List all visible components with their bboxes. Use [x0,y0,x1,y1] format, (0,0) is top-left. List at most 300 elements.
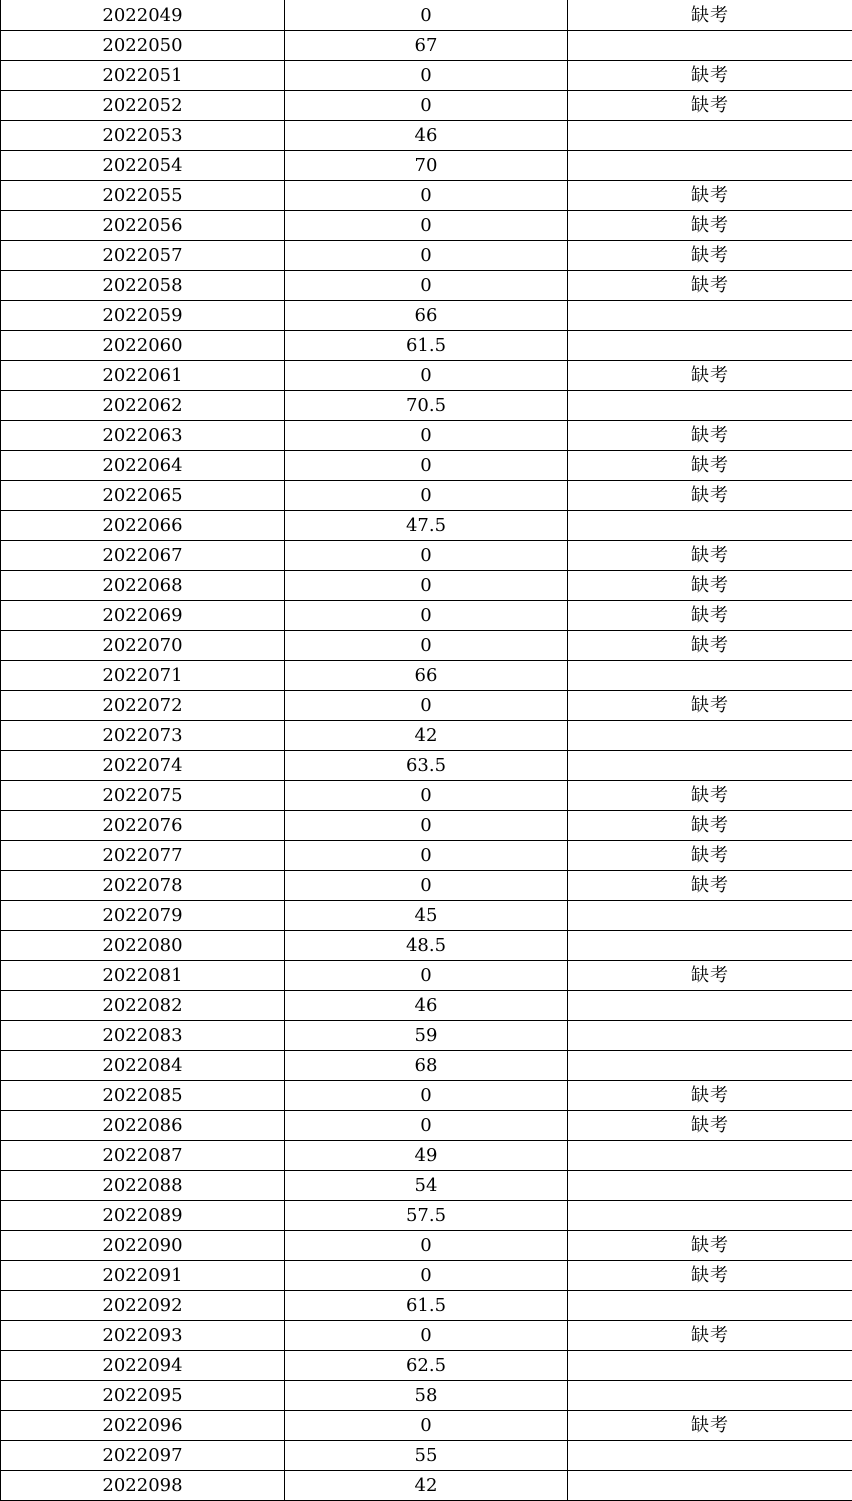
remark-cell [568,180,852,210]
candidate-id-cell-text: 2022093 [102,1325,183,1346]
table-row [1,270,852,300]
score-cell-text: 66 [414,665,438,686]
score-cell-text: 0 [420,605,432,626]
candidate-id-cell-text: 2022053 [102,125,183,146]
score-cell-text: 59 [414,1025,438,1046]
candidate-id-cell [1,150,285,180]
score-cell-text: 46 [414,995,438,1016]
score-cell-text: 0 [420,1265,432,1286]
candidate-id-cell-text: 2022081 [102,965,183,986]
candidate-id-cell-text: 2022086 [102,1115,183,1136]
score-cell-text: 0 [420,4,432,26]
score-cell [285,180,568,210]
score-cell [285,300,568,330]
score-cell [285,240,568,270]
table-row [1,120,852,150]
candidate-id-cell [1,1380,285,1410]
remark-cell [568,210,852,240]
score-cell-text: 0 [420,1115,432,1136]
score-cell-text: 62.5 [405,1355,447,1376]
score-cell [285,480,568,510]
table-row [1,750,852,780]
remark-cell [568,1350,852,1380]
score-cell [285,690,568,720]
table-row [1,930,852,960]
score-cell [285,870,568,900]
score-cell [285,1080,568,1110]
candidate-id-cell [1,720,285,750]
candidate-id-cell-text: 2022072 [102,695,183,716]
candidate-id-cell-text: 2022052 [102,95,183,116]
remark-cell [568,1470,852,1500]
score-cell [285,1230,568,1260]
score-cell-text: 0 [420,1085,432,1106]
remark-cell [568,780,852,810]
score-cell [285,930,568,960]
candidate-id-cell [1,1140,285,1170]
table-row [1,360,852,390]
candidate-id-cell [1,870,285,900]
remark-cell-text: 缺考 [691,785,729,806]
candidate-id-cell [1,240,285,270]
score-cell [285,960,568,990]
table-row [1,1350,852,1380]
score-cell [285,1410,568,1440]
candidate-id-cell [1,900,285,930]
score-cell-text: 70.5 [405,395,447,416]
candidate-id-cell-text: 2022089 [102,1205,183,1226]
score-cell [285,420,568,450]
candidate-id-cell-text: 2022065 [102,485,183,506]
score-cell-text: 0 [420,275,432,296]
candidate-id-cell-text: 2022056 [102,215,183,236]
table-row [1,1080,852,1110]
candidate-id-cell [1,60,285,90]
score-cell [285,120,568,150]
remark-cell-text: 缺考 [691,815,729,836]
table-row [1,1320,852,1350]
candidate-id-cell-text: 2022071 [102,665,183,686]
score-cell-text: 45 [414,905,438,926]
table-row [1,1470,852,1500]
remark-cell [568,450,852,480]
table-row [1,720,852,750]
table-row [1,0,852,30]
score-cell-text: 0 [420,785,432,806]
table-row [1,390,852,420]
remark-cell [568,810,852,840]
remark-cell-text: 缺考 [691,65,729,86]
score-cell-text: 68 [414,1055,438,1076]
table-row [1,780,852,810]
score-cell-text: 0 [420,635,432,656]
score-cell [285,450,568,480]
table-row [1,840,852,870]
remark-cell-text: 缺考 [691,4,729,26]
remark-cell-text: 缺考 [691,365,729,386]
candidate-id-cell-text: 2022049 [102,4,183,26]
remark-cell-text: 缺考 [691,485,729,506]
table-row [1,810,852,840]
table-row [1,1140,852,1170]
remark-cell [568,1440,852,1470]
table-row [1,870,852,900]
candidate-id-cell-text: 2022091 [102,1265,183,1286]
candidate-id-cell [1,960,285,990]
remark-cell [568,630,852,660]
candidate-id-cell-text: 2022069 [102,605,183,626]
remark-cell [568,510,852,540]
candidate-id-cell [1,330,285,360]
table-row [1,1230,852,1260]
score-cell-text: 0 [420,485,432,506]
remark-cell [568,240,852,270]
score-cell-text: 58 [414,1385,438,1406]
table-row [1,1050,852,1080]
candidate-id-cell [1,90,285,120]
table-row [1,690,852,720]
candidate-id-cell-text: 2022079 [102,905,183,926]
score-cell [285,1380,568,1410]
score-cell-text: 0 [420,545,432,566]
remark-cell-text: 缺考 [691,695,729,716]
candidate-id-cell [1,420,285,450]
table-row [1,1290,852,1320]
candidate-id-cell [1,1050,285,1080]
remark-cell [568,720,852,750]
candidate-id-cell-text: 2022098 [102,1475,183,1496]
candidate-id-cell [1,690,285,720]
remark-cell [568,1380,852,1410]
table-row [1,630,852,660]
remark-cell [568,30,852,60]
table-row [1,1440,852,1470]
score-cell [285,270,568,300]
remark-cell-text: 缺考 [691,425,729,446]
candidate-id-cell [1,450,285,480]
candidate-id-cell [1,660,285,690]
table-row [1,420,852,450]
candidate-id-cell-text: 2022059 [102,305,183,326]
table-row [1,900,852,930]
candidate-id-cell-text: 2022050 [102,35,183,56]
candidate-id-cell-text: 2022063 [102,425,183,446]
candidate-id-cell [1,840,285,870]
candidate-id-cell-text: 2022067 [102,545,183,566]
remark-cell [568,570,852,600]
candidate-id-cell-text: 2022096 [102,1415,183,1436]
candidate-id-cell-text: 2022088 [102,1175,183,1196]
remark-cell [568,690,852,720]
candidate-id-cell-text: 2022083 [102,1025,183,1046]
score-cell-text: 0 [420,575,432,596]
candidate-id-cell-text: 2022090 [102,1235,183,1256]
candidate-id-cell-text: 2022084 [102,1055,183,1076]
remark-cell-text: 缺考 [691,1325,729,1346]
remark-cell [568,930,852,960]
remark-cell [568,1230,852,1260]
table-row [1,480,852,510]
remark-cell-text: 缺考 [691,845,729,866]
score-cell-text: 0 [420,95,432,116]
table-row [1,1380,852,1410]
remark-cell [568,0,852,30]
table-row [1,1170,852,1200]
candidate-id-cell-text: 2022085 [102,1085,183,1106]
remark-cell [568,300,852,330]
table-row [1,1110,852,1140]
candidate-id-cell [1,630,285,660]
score-cell [285,750,568,780]
score-cell [285,1170,568,1200]
remark-cell-text: 缺考 [691,635,729,656]
table-row [1,210,852,240]
remark-cell [568,540,852,570]
candidate-id-cell [1,1290,285,1320]
candidate-id-cell-text: 2022074 [102,755,183,776]
remark-cell-text: 缺考 [691,1085,729,1106]
score-cell-text: 0 [420,245,432,266]
candidate-id-cell-text: 2022097 [102,1445,183,1466]
candidate-id-cell-text: 2022060 [102,335,183,356]
score-cell [285,60,568,90]
remark-cell [568,1140,852,1170]
remark-cell [568,1020,852,1050]
score-cell-text: 54 [414,1175,438,1196]
score-cell [285,630,568,660]
remark-cell [568,1170,852,1200]
score-cell [285,900,568,930]
score-cell [285,1290,568,1320]
remark-cell [568,120,852,150]
candidate-id-cell-text: 2022075 [102,785,183,806]
score-cell-text: 0 [420,845,432,866]
score-cell-text: 61.5 [405,335,447,356]
remark-cell [568,1200,852,1230]
score-cell [285,390,568,420]
score-cell-text: 67 [414,35,438,56]
score-cell [285,1200,568,1230]
table-row [1,1200,852,1230]
table-row [1,990,852,1020]
score-cell-text: 0 [420,1235,432,1256]
candidate-id-cell [1,1020,285,1050]
score-cell [285,990,568,1020]
score-cell-text: 46 [414,125,438,146]
candidate-id-cell-text: 2022068 [102,575,183,596]
table-row [1,450,852,480]
score-cell [285,150,568,180]
candidate-id-cell [1,510,285,540]
remark-cell [568,270,852,300]
remark-cell [568,750,852,780]
candidate-id-cell-text: 2022078 [102,875,183,896]
candidate-id-cell [1,480,285,510]
candidate-id-cell [1,1350,285,1380]
score-cell-text: 0 [420,1325,432,1346]
candidate-id-cell-text: 2022087 [102,1145,183,1166]
score-cell-text: 0 [420,815,432,836]
remark-cell-text: 缺考 [691,965,729,986]
remark-cell-text: 缺考 [691,95,729,116]
score-cell-text: 70 [414,155,438,176]
score-cell [285,360,568,390]
score-cell [285,0,568,30]
score-cell [285,1320,568,1350]
score-cell [285,540,568,570]
candidate-id-cell-text: 2022058 [102,275,183,296]
table-row [1,660,852,690]
remark-cell-text: 缺考 [691,185,729,206]
candidate-id-cell [1,1230,285,1260]
table-row [1,960,852,990]
remark-cell-text: 缺考 [691,575,729,596]
remark-cell [568,390,852,420]
score-cell [285,1110,568,1140]
score-cell-text: 48.5 [405,935,447,956]
candidate-id-cell [1,780,285,810]
remark-cell-text: 缺考 [691,215,729,236]
score-cell [285,30,568,60]
candidate-id-cell [1,540,285,570]
candidate-id-cell [1,930,285,960]
remark-cell [568,360,852,390]
table-row [1,1260,852,1290]
table-row [1,90,852,120]
candidate-id-cell-text: 2022073 [102,725,183,746]
table-row [1,180,852,210]
candidate-id-cell [1,120,285,150]
score-cell-text: 55 [414,1445,438,1466]
remark-cell-text: 缺考 [691,1265,729,1286]
table-row [1,600,852,630]
remark-cell [568,1080,852,1110]
remark-cell-text: 缺考 [691,1415,729,1436]
remark-cell [568,1110,852,1140]
candidate-id-cell-text: 2022070 [102,635,183,656]
table-row [1,330,852,360]
score-cell-text: 0 [420,215,432,236]
table-row [1,510,852,540]
score-cell [285,1050,568,1080]
score-cell-text: 0 [420,695,432,716]
candidate-id-cell [1,390,285,420]
score-cell [285,1260,568,1290]
table-row [1,60,852,90]
candidate-id-cell [1,0,285,30]
candidate-id-cell [1,1260,285,1290]
score-cell [285,840,568,870]
table-row [1,240,852,270]
score-cell-text: 47.5 [405,515,447,536]
remark-cell [568,600,852,630]
candidate-id-cell-text: 2022055 [102,185,183,206]
remark-cell [568,150,852,180]
table-row [1,540,852,570]
candidate-id-cell-text: 2022054 [102,155,183,176]
score-cell-text: 0 [420,965,432,986]
remark-cell-text: 缺考 [691,1235,729,1256]
candidate-id-cell [1,750,285,780]
candidate-id-cell [1,1170,285,1200]
score-cell [285,1140,568,1170]
remark-cell [568,900,852,930]
remark-cell-text: 缺考 [691,1115,729,1136]
candidate-id-cell [1,30,285,60]
candidate-id-cell-text: 2022057 [102,245,183,266]
score-cell-text: 0 [420,425,432,446]
score-cell [285,810,568,840]
remark-cell-text: 缺考 [691,245,729,266]
candidate-id-cell [1,1080,285,1110]
remark-cell [568,1050,852,1080]
remark-cell [568,420,852,450]
score-cell-text: 0 [420,455,432,476]
candidate-id-cell [1,270,285,300]
remark-cell [568,1260,852,1290]
score-cell [285,90,568,120]
score-cell [285,780,568,810]
score-cell-text: 0 [420,365,432,386]
remark-cell [568,90,852,120]
table-row [1,150,852,180]
candidate-id-cell-text: 2022066 [102,515,183,536]
score-cell [285,330,568,360]
remark-cell-text: 缺考 [691,605,729,626]
candidate-id-cell [1,1440,285,1470]
candidate-id-cell-text: 2022062 [102,395,183,416]
score-cell [285,1470,568,1500]
remark-cell [568,990,852,1020]
score-cell-text: 0 [420,65,432,86]
remark-cell-text: 缺考 [691,545,729,566]
table-row [1,1410,852,1440]
score-cell [285,660,568,690]
score-table-body [1,0,852,1500]
candidate-id-cell [1,210,285,240]
remark-cell [568,960,852,990]
candidate-id-cell-text: 2022082 [102,995,183,1016]
remark-cell [568,660,852,690]
candidate-id-cell-text: 2022077 [102,845,183,866]
score-cell-text: 66 [414,305,438,326]
score-cell [285,600,568,630]
candidate-id-cell [1,360,285,390]
candidate-id-cell-text: 2022076 [102,815,183,836]
candidate-id-cell-text: 2022092 [102,1295,183,1316]
score-cell-text: 0 [420,185,432,206]
remark-cell [568,1320,852,1350]
score-cell-text: 61.5 [405,1295,447,1316]
remark-cell [568,60,852,90]
remark-cell [568,840,852,870]
candidate-id-cell-text: 2022061 [102,365,183,386]
score-cell-text: 49 [414,1145,438,1166]
score-cell [285,1350,568,1380]
table-row [1,1020,852,1050]
score-cell [285,1020,568,1050]
candidate-id-cell-text: 2022094 [102,1355,183,1376]
score-cell [285,510,568,540]
candidate-id-cell-text: 2022095 [102,1385,183,1406]
candidate-id-cell [1,1200,285,1230]
score-cell [285,210,568,240]
remark-cell [568,1290,852,1320]
candidate-id-cell [1,990,285,1020]
table-row [1,30,852,60]
remark-cell [568,1410,852,1440]
score-cell [285,570,568,600]
